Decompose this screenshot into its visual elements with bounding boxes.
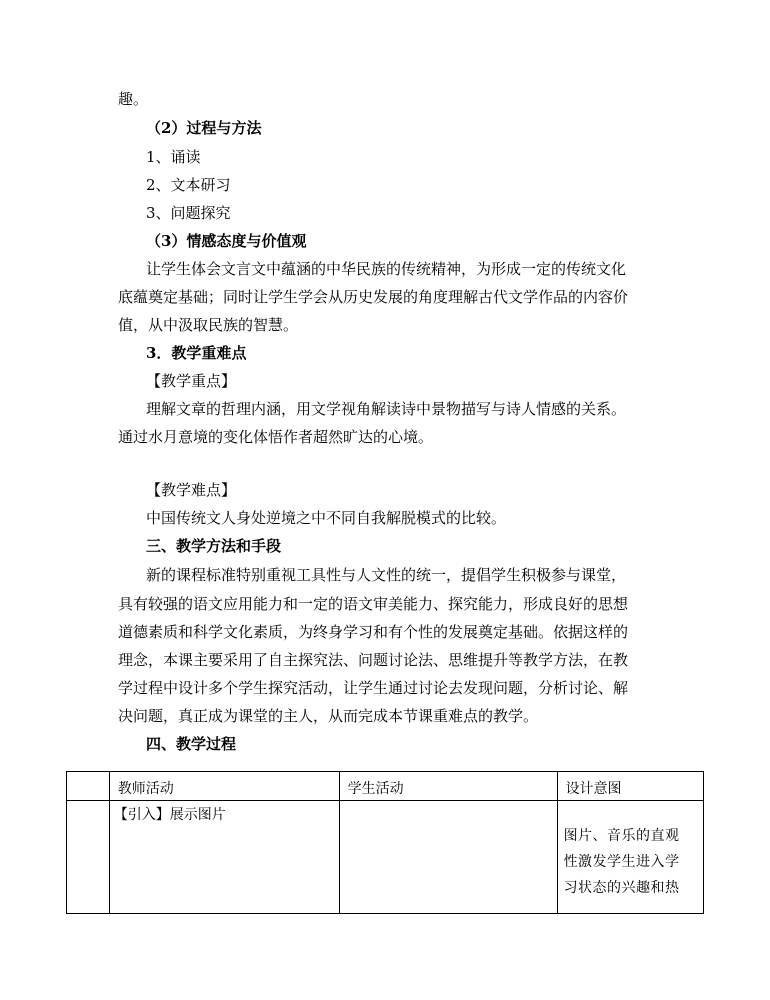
section-heading: 四、教学过程	[146, 735, 237, 753]
paragraph-line: 底蕴奠定基础；同时让学生学会从历史发展的角度理解古代文学作品的内容价	[118, 288, 629, 306]
teaching-process-table	[66, 771, 704, 914]
list-item: 3、问题探究	[146, 204, 231, 222]
table-cell	[67, 801, 110, 914]
table-header-cell	[109, 772, 339, 801]
section-heading: 3．教学重难点	[146, 344, 247, 362]
paragraph-line: 值，从中汲取民族的智慧。	[118, 316, 299, 334]
design-intent-text: 图片、音乐的直观 性激发学生进入学 习状态的兴趣和热	[563, 828, 680, 896]
paragraph-line: 新的课程标准特别重视工具性与人文性的统一，提倡学生积极参与课堂，	[146, 566, 627, 584]
paragraph-line: 具有较强的语文应用能力和一定的语文审美能力、探究能力，形成良好的思想	[118, 595, 629, 613]
table-header-row	[67, 772, 704, 801]
paragraph-line: 中国传统文人身处逆境之中不同自我解脱模式的比较。	[146, 509, 507, 527]
header-student-activity: 学生活动	[347, 781, 404, 797]
paragraph-line: 让学生体会文言文中蕴涵的中华民族的传统精神，为形成一定的传统文化	[146, 260, 627, 278]
table-cell	[339, 801, 557, 914]
paragraph-line: 道德素质和科学文化素质，为终身学习和有个性的发展奠定基础。依据这样的	[118, 623, 629, 641]
table-header-cell	[557, 772, 703, 801]
table-cell	[557, 801, 703, 914]
table-header-cell	[67, 772, 110, 801]
paragraph-line: 理解文章的哲理内涵，用文学视角解读诗中景物描写与诗人情感的关系。	[146, 400, 627, 418]
subheading-label: 【教学难点】	[146, 481, 237, 499]
paragraph-line: 决问题，真正成为课堂的主人，从而完成本节课重难点的教学。	[118, 707, 539, 725]
teacher-activity-text: 【引入】展示图片	[113, 807, 226, 823]
list-item: 2、文本研习	[146, 176, 231, 194]
section-heading: （3）情感态度与价值观	[146, 232, 307, 250]
header-design-intent: 设计意图	[565, 781, 622, 797]
paragraph-line: 学过程中设计多个学生探究活动，让学生通过讨论去发现问题，分析讨论、解	[118, 679, 629, 697]
section-heading: （2）过程与方法	[146, 119, 262, 137]
paragraph-line: 理念，本课主要采用了自主探究法、问题讨论法、思维提升等教学方法，在教	[118, 651, 629, 669]
paragraph-line: 通过水月意境的变化体悟作者超然旷达的心境。	[118, 428, 434, 446]
table-row	[67, 801, 704, 914]
table-cell	[109, 801, 339, 914]
header-teacher-activity: 教师活动	[117, 781, 174, 797]
subheading-label: 【教学重点】	[146, 372, 237, 390]
section-heading: 三、教学方法和手段	[146, 537, 282, 555]
table-header-cell	[339, 772, 557, 801]
text-line: 趣。	[118, 90, 149, 108]
list-item: 1、诵读	[146, 148, 201, 166]
